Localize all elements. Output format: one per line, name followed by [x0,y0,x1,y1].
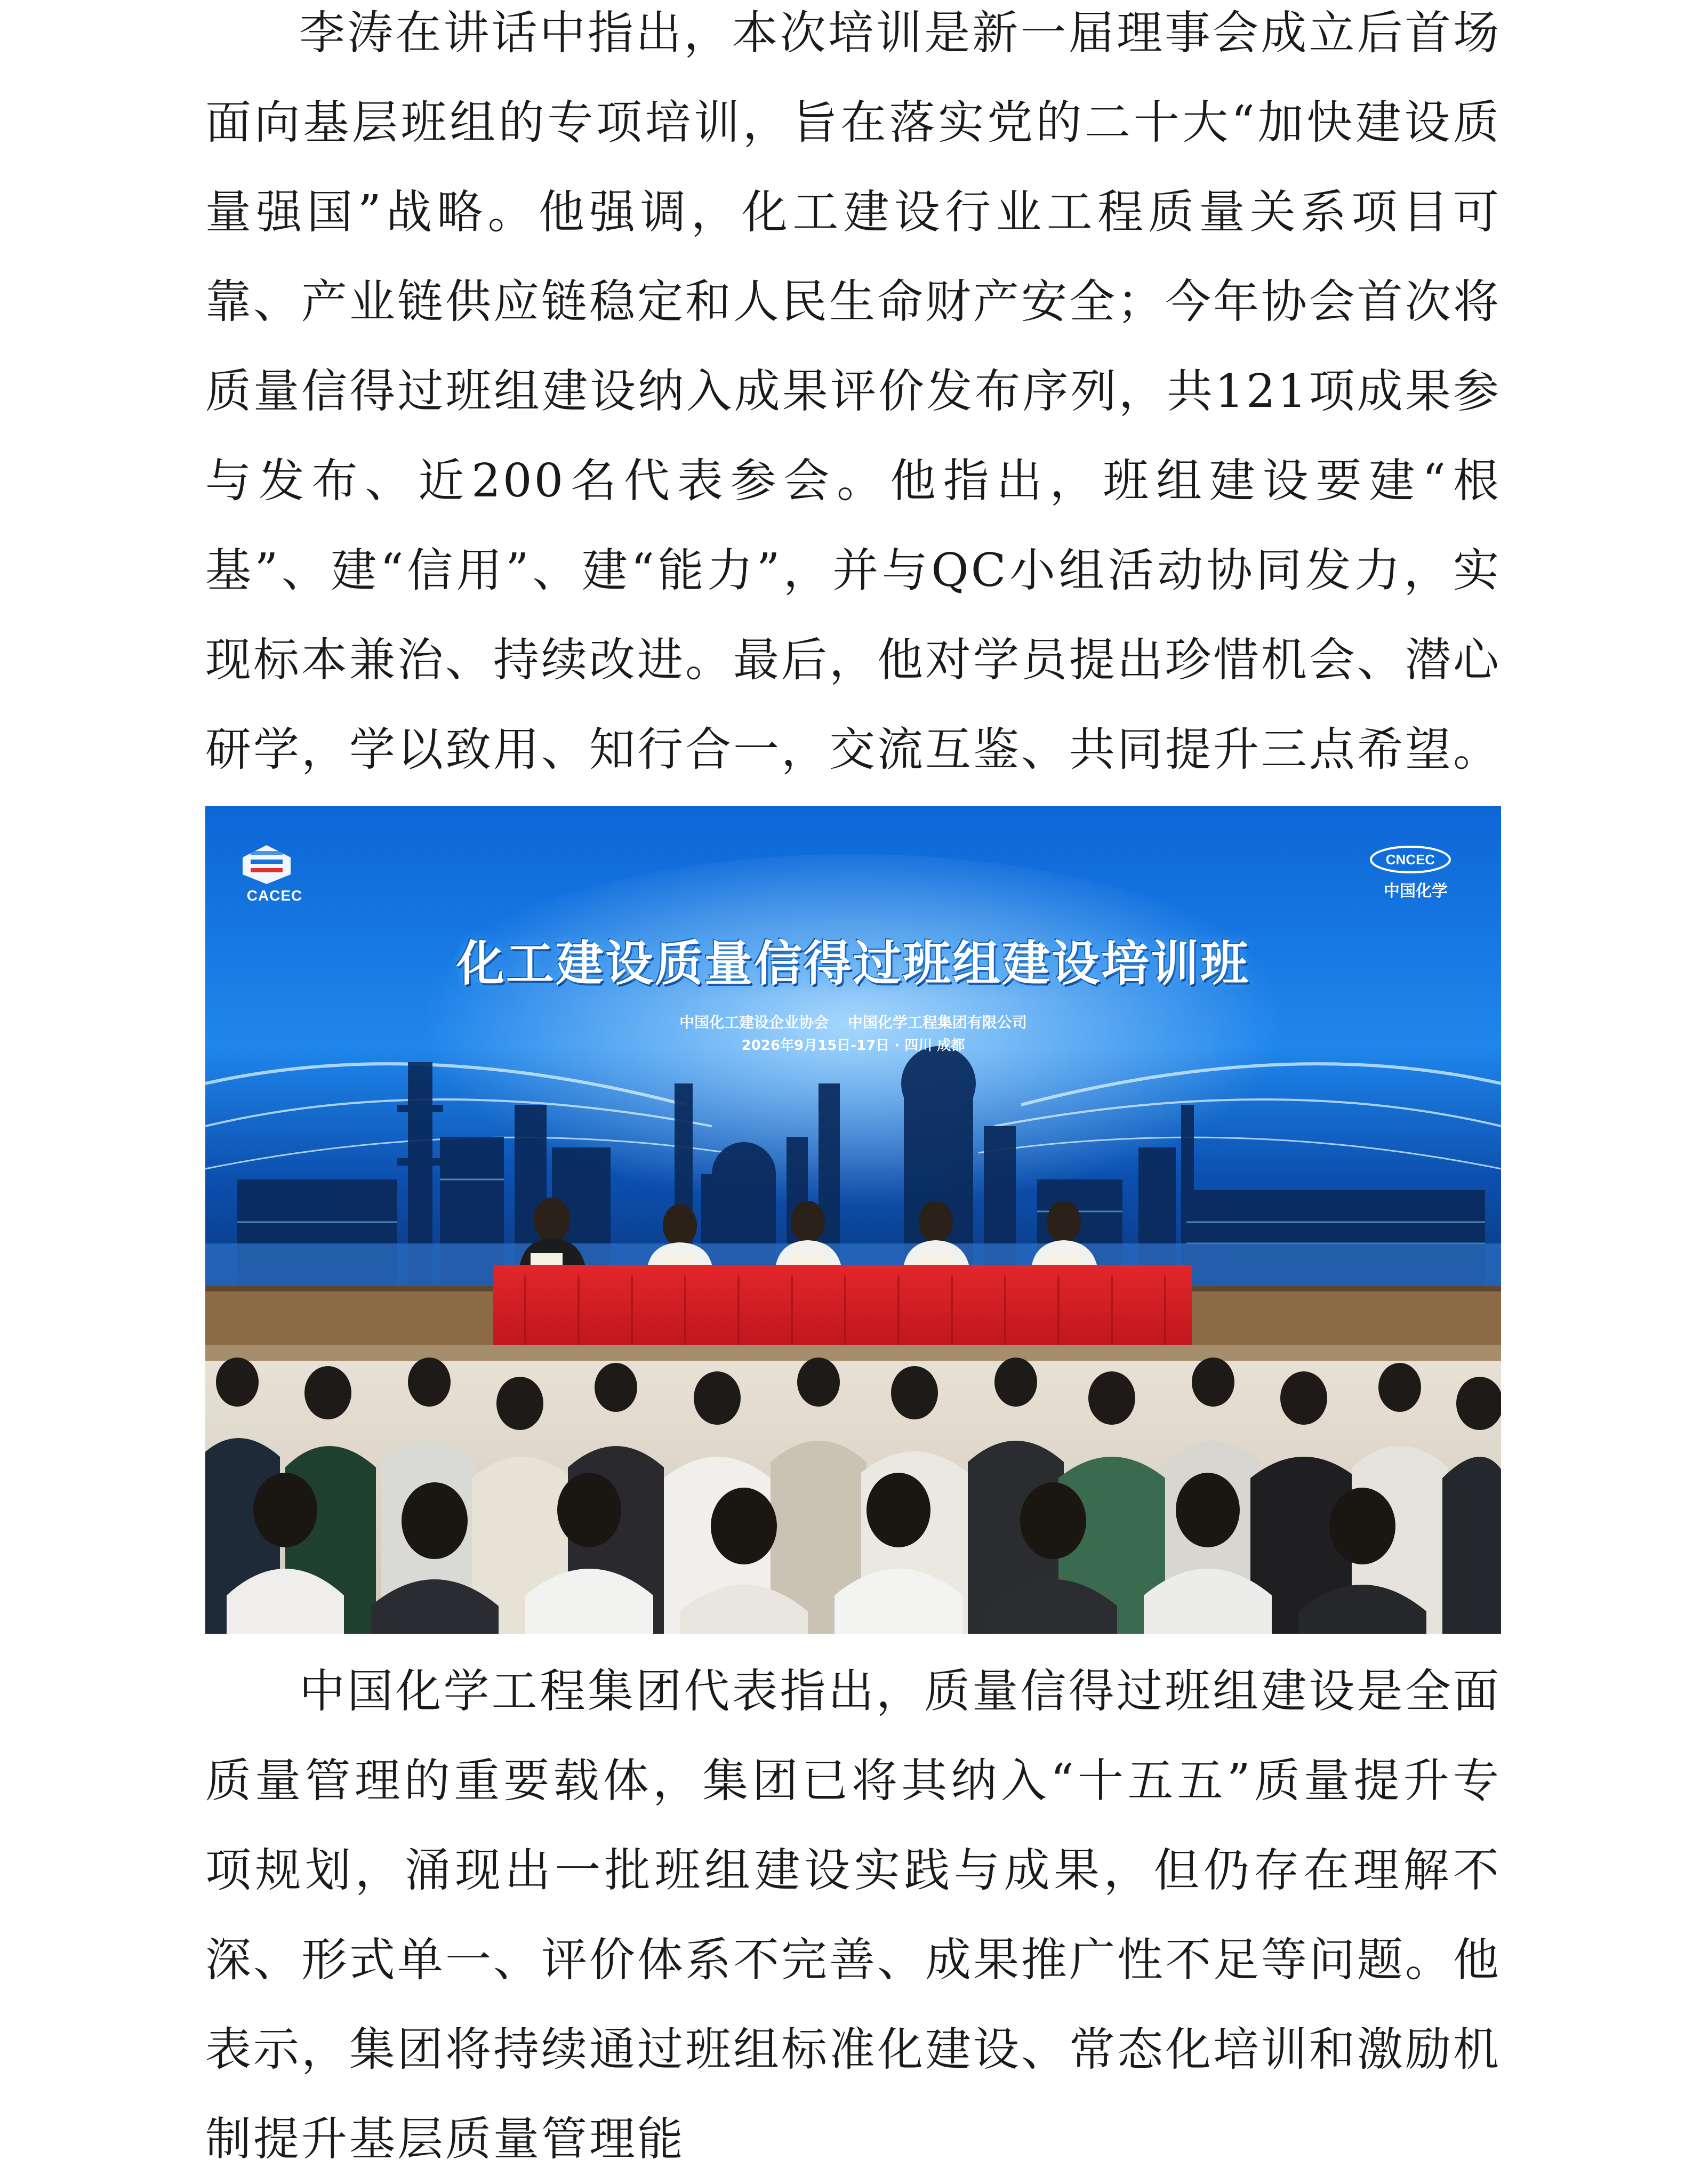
cncec-logo-caption: 中国化学 [1384,882,1448,901]
banner-title: 化工建设质量信得过班组建设培训班 [456,936,1250,992]
cncec-logo-mark [1368,845,1453,874]
paragraph-cncec-representative: 中国化学工程集团代表指出，质量信得过班组建设是全面质量管理的重要载体，集团已将其纳入“十五五”质量提升专项规划，涌现出一批班组建设实践与成果，但仍存在理解不深、形式单一、评价体系不完善、成果推广性不足等问题。他表示，集团将持续通过班组标准化建设、常态化培训和激励机制提升基层质量管理能 [205,1665,1501,2166]
cacec-logo-text: CACEC [246,887,303,904]
cacec-logo [237,842,312,904]
banner-organizers: 中国化工建设企业协会 中国化学工程集团有限公司 [679,1014,1027,1031]
cacec-logo-mark [237,842,296,885]
meeting-photo [205,806,1501,1634]
banner-date: 2026年9月15日-17日 · 四川 成都 [741,1038,965,1054]
paragraph-speech-li-tao: 李涛在讲话中指出，本次培训是新一届理事会成立后首场面向基层班组的专项培训，旨在落实党的二十大“加快建设质量强国”战略。他强调，化工建设行业工程质量关系项目可靠、产业链供应链稳定和人民生命财产安全；今年协会首次将质量信得过班组建设纳入成果评价发布序列，共121项成果参与发布、近200名代表参会。他指出，班组建设要建“根基”、建“信用”、建“能力”，并与QC小组活动协同发力，实现标本兼治、持续改进。最后，他对学员提出珍惜机会、潜心研学，学以致用、知行合一，交流互鉴、共同提升三点希望。 [205,6,1501,776]
cncec-logo [1368,845,1464,901]
cncec-logo-text: CNCEC [1385,852,1435,868]
